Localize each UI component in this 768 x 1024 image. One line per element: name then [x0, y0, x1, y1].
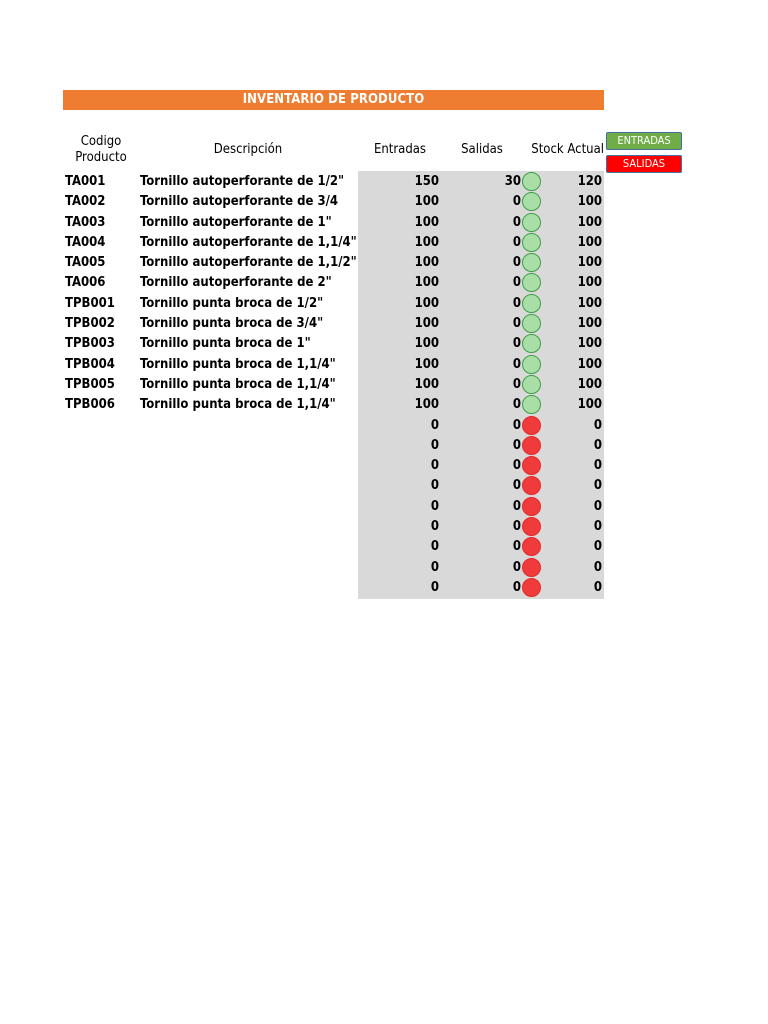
cell-descripcion: Tornillo autoperforante de 1": [140, 214, 332, 230]
table-row: [0, 213, 768, 233]
entradas-button[interactable]: ENTRADAS: [606, 132, 682, 150]
cell-salidas: 0: [512, 397, 521, 413]
status-circle-icon: [522, 416, 541, 435]
table-row: [0, 294, 768, 314]
table-row: [0, 456, 768, 476]
table-row: [0, 476, 768, 496]
cell-entradas: 0: [430, 559, 439, 575]
status-circle-icon: [522, 334, 541, 353]
cell-stock-actual: 0: [593, 559, 602, 575]
cell-entradas: 100: [414, 316, 439, 332]
status-circle-icon: [522, 253, 541, 272]
status-circle-icon: [522, 558, 541, 577]
header-entradas: Entradas: [373, 142, 427, 157]
cell-stock-actual: 0: [593, 539, 602, 555]
cell-stock-actual: 100: [577, 397, 602, 413]
header-producto: Producto: [75, 150, 127, 165]
cell-entradas: 100: [414, 234, 439, 250]
cell-descripcion: Tornillo autoperforante de 3/4: [140, 194, 339, 210]
cell-stock-actual: 100: [577, 356, 602, 372]
header-codigo: Codigo: [80, 134, 122, 149]
cell-entradas: 100: [414, 295, 439, 311]
cell-descripcion: Tornillo punta broca de 1,1/4": [140, 376, 336, 392]
cell-stock-actual: 100: [577, 295, 602, 311]
status-circle-icon: [522, 476, 541, 495]
table-row: [0, 537, 768, 557]
cell-salidas: 0: [512, 539, 521, 555]
cell-salidas: 0: [512, 437, 521, 453]
cell-codigo: TPB006: [65, 397, 115, 413]
cell-stock-actual: 120: [577, 174, 602, 189]
cell-salidas: 0: [512, 214, 521, 230]
table-row: [0, 416, 768, 436]
header-descripcion: Descripción: [213, 142, 283, 157]
status-circle-icon: [522, 172, 541, 191]
table-row: [0, 192, 768, 212]
table-row: [0, 558, 768, 578]
table-row: [0, 253, 768, 273]
cell-salidas: 0: [512, 498, 521, 514]
table-row: [0, 395, 768, 415]
header-stock-actual: Stock Actual: [531, 142, 604, 157]
cell-codigo: TA001: [65, 174, 106, 189]
cell-salidas: 0: [512, 478, 521, 494]
table-row: [0, 517, 768, 537]
cell-stock-actual: 100: [577, 316, 602, 332]
header-codigo-producto: [63, 134, 139, 166]
cell-entradas: 100: [414, 376, 439, 392]
cell-entradas: 100: [414, 214, 439, 230]
cell-descripcion: Tornillo punta broca de 3/4": [140, 316, 324, 332]
status-circle-icon: [522, 537, 541, 556]
table-row: [0, 334, 768, 354]
cell-entradas: 0: [430, 417, 439, 433]
cell-stock-actual: 0: [593, 579, 602, 595]
cell-codigo: TA004: [65, 234, 106, 250]
table-row: [0, 375, 768, 395]
status-circle-icon: [522, 192, 541, 211]
cell-descripcion: Tornillo autoperforante de 1/2": [140, 174, 345, 189]
cell-stock-actual: 100: [577, 376, 602, 392]
cell-salidas: 0: [512, 295, 521, 311]
cell-stock-actual: 0: [593, 498, 602, 514]
status-circle-icon: [522, 395, 541, 414]
cell-codigo: TPB003: [65, 336, 115, 352]
cell-entradas: 100: [414, 255, 439, 271]
cell-stock-actual: 100: [577, 336, 602, 352]
cell-salidas: 0: [512, 376, 521, 392]
table-row: [0, 273, 768, 293]
cell-descripcion: Tornillo autoperforante de 1,1/4": [140, 234, 357, 250]
status-circle-icon: [522, 294, 541, 313]
cell-stock-actual: 0: [593, 519, 602, 535]
cell-descripcion: Tornillo punta broca de 1/2": [140, 295, 324, 311]
status-circle-icon: [522, 273, 541, 292]
cell-salidas: 0: [512, 316, 521, 332]
status-circle-icon: [522, 213, 541, 232]
cell-salidas: 0: [512, 194, 521, 210]
cell-entradas: 0: [430, 579, 439, 595]
cell-descripcion: Tornillo autoperforante de 2": [140, 275, 332, 291]
cell-entradas: 100: [414, 275, 439, 291]
salidas-button[interactable]: SALIDAS: [606, 155, 682, 173]
cell-salidas: 0: [512, 559, 521, 575]
status-circle-icon: [522, 314, 541, 333]
cell-entradas: 100: [414, 336, 439, 352]
cell-salidas: 0: [512, 336, 521, 352]
cell-stock-actual: 0: [593, 417, 602, 433]
cell-entradas: 150: [414, 174, 439, 189]
cell-codigo: TA005: [65, 255, 106, 271]
inventory-title: INVENTARIO DE PRODUCTO: [63, 90, 604, 110]
table-row: [0, 233, 768, 253]
cell-codigo: TPB004: [65, 356, 115, 372]
header-salidas: Salidas: [461, 142, 503, 157]
table-row: [0, 355, 768, 375]
cell-codigo: TA006: [65, 275, 106, 291]
cell-stock-actual: 100: [577, 275, 602, 291]
cell-entradas: 0: [430, 458, 439, 474]
cell-salidas: 0: [512, 458, 521, 474]
cell-descripcion: Tornillo punta broca de 1,1/4": [140, 356, 336, 372]
cell-salidas: 0: [512, 255, 521, 271]
cell-salidas: 0: [512, 356, 521, 372]
cell-entradas: 0: [430, 539, 439, 555]
cell-stock-actual: 100: [577, 234, 602, 250]
cell-salidas: 0: [512, 579, 521, 595]
status-circle-icon: [522, 517, 541, 536]
cell-entradas: 0: [430, 498, 439, 514]
cell-entradas: 100: [414, 397, 439, 413]
cell-stock-actual: 0: [593, 437, 602, 453]
status-circle-icon: [522, 497, 541, 516]
cell-stock-actual: 100: [577, 255, 602, 271]
cell-codigo: TPB005: [65, 376, 115, 392]
cell-descripcion: Tornillo punta broca de 1": [140, 336, 311, 352]
cell-codigo: TA003: [65, 214, 106, 230]
status-circle-icon: [522, 578, 541, 597]
cell-codigo: TPB002: [65, 316, 115, 332]
cell-descripcion: Tornillo autoperforante de 1,1/2": [140, 255, 357, 271]
cell-salidas: 30: [504, 174, 521, 189]
status-circle-icon: [522, 233, 541, 252]
cell-salidas: 0: [512, 234, 521, 250]
cell-codigo: TPB001: [65, 295, 115, 311]
table-row: [0, 578, 768, 598]
cell-entradas: 100: [414, 194, 439, 210]
cell-salidas: 0: [512, 275, 521, 291]
cell-salidas: 0: [512, 417, 521, 433]
status-circle-icon: [522, 456, 541, 475]
cell-stock-actual: 0: [593, 458, 602, 474]
cell-codigo: TA002: [65, 194, 106, 210]
cell-stock-actual: 0: [593, 478, 602, 494]
status-circle-icon: [522, 375, 541, 394]
cell-entradas: 0: [430, 478, 439, 494]
status-circle-icon: [522, 436, 541, 455]
status-circle-icon: [522, 355, 541, 374]
cell-entradas: 0: [430, 519, 439, 535]
table-row: [0, 436, 768, 456]
cell-stock-actual: 100: [577, 214, 602, 230]
table-row: [0, 497, 768, 517]
cell-entradas: 100: [414, 356, 439, 372]
table-row: [0, 314, 768, 334]
inventory-table-body: [0, 172, 768, 598]
cell-entradas: 0: [430, 437, 439, 453]
table-row: [0, 172, 768, 192]
cell-salidas: 0: [512, 519, 521, 535]
cell-stock-actual: 100: [577, 194, 602, 210]
cell-descripcion: Tornillo punta broca de 1,1/4": [140, 397, 336, 413]
